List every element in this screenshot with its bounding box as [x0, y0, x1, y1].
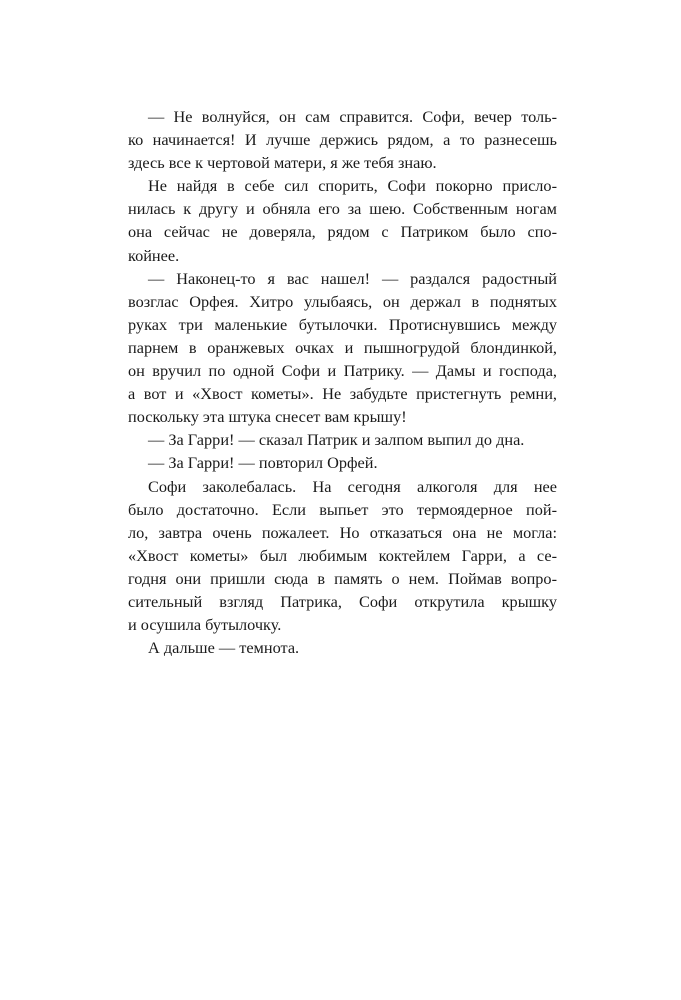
- text-line: годня они пришли сюда в память о нем. Поймав вопро-: [128, 568, 557, 588]
- paragraph: [128, 475, 557, 637]
- paragraph: [128, 451, 557, 474]
- text-line: — За Гарри! — повторил Орфей.: [148, 453, 378, 473]
- text-line: возглас Орфея. Хитро улыбаясь, он держал в поднятых: [128, 291, 557, 311]
- text-line: и осушила бутылочку.: [128, 615, 282, 635]
- text-line: ло, завтра очень пожалеет. Но отказаться она не могла:: [128, 522, 557, 542]
- book-page-text: [128, 105, 557, 659]
- text-line: здесь все к чертовой матери, я же тебя знаю.: [128, 153, 437, 173]
- paragraph: [128, 636, 557, 659]
- text-line: он вручил по одной Софи и Патрику. — Дамы и господа,: [128, 361, 557, 381]
- text-line: руках три маленькие бутылочки. Протиснувшись между: [128, 314, 557, 334]
- text-line: — За Гарри! — сказал Патрик и залпом выпил до дна.: [148, 430, 525, 450]
- text-line: а вот и «Хвост кометы». Не забудьте пристегнуть ремни,: [128, 384, 557, 404]
- text-line: «Хвост кометы» был любимым коктейлем Гарри, а се-: [128, 545, 557, 565]
- text-line: сительный взгляд Патрика, Софи открутила крышку: [128, 591, 557, 611]
- paragraph: [128, 267, 557, 429]
- paragraph: [128, 105, 557, 174]
- text-line: — Наконец-то я вас нашел! — раздался радостный: [148, 268, 557, 288]
- text-line: нилась к другу и обняла его за шею. Собственным ногам: [128, 199, 557, 219]
- text-line: — Не волнуйся, он сам справится. Софи, вечер толь-: [148, 107, 557, 126]
- text-line: она сейчас не доверяла, рядом с Патриком было спо-: [128, 222, 557, 242]
- text-line: койнее.: [128, 245, 180, 265]
- text-line: парнем в оранжевых очках и пышногрудой блондинкой,: [128, 337, 557, 357]
- text-line: А дальше — темнота.: [148, 638, 300, 658]
- text-line: Не найдя в себе сил спорить, Софи покорно присло-: [148, 176, 557, 196]
- paragraph: [128, 428, 557, 451]
- text-line: ко начинается! И лучше держись рядом, а то разнесешь: [128, 130, 557, 150]
- paragraph: [128, 174, 557, 266]
- text-line: поскольку эта штука снесет вам крышу!: [128, 407, 407, 427]
- text-line: было достаточно. Если выпьет это термоядерное пой-: [128, 499, 557, 519]
- text-line: Софи заколебалась. На сегодня алкоголя для нее: [148, 476, 557, 496]
